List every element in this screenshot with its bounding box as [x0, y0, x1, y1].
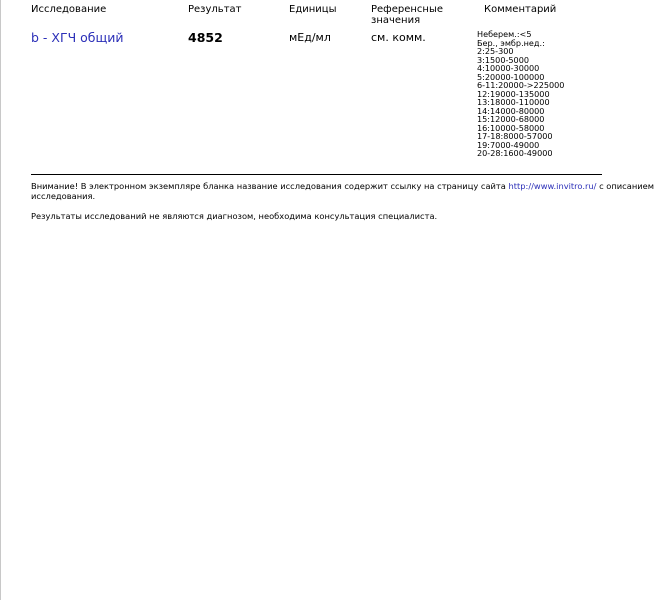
result-value: 4852 [188, 30, 223, 45]
header-test: Исследование [31, 4, 107, 15]
header-result: Результат [188, 4, 242, 15]
comment-line: 14:14000-80000 [477, 105, 545, 116]
comment-line: 2:25-300 [477, 46, 514, 56]
comment-line: 20-28:1600-49000 [477, 148, 553, 158]
comment-line: 3:1500-5000 [477, 54, 529, 65]
notice-line [31, 181, 654, 191]
header-units: Единицы [289, 4, 337, 15]
disclaimer-text: Результаты исследований не являются диагнозом, необходима консультация специалиста. [31, 211, 438, 221]
comment-line: 6-11:20000->225000 [477, 80, 565, 90]
header-comment: Комментарий [484, 4, 557, 15]
comment-list [477, 30, 564, 158]
table-header [0, 4, 602, 26]
units-value: мЕд/мл [289, 31, 331, 44]
test-name-link[interactable]: b - ХГЧ общий [31, 30, 124, 45]
comment-line: 19:7000-49000 [477, 139, 540, 150]
comment-line: 12:19000-135000 [477, 88, 550, 99]
comment-line: 13:18000-110000 [477, 97, 550, 107]
comment-line: Бер., эмбр.нед.: [477, 37, 545, 48]
notice-text-before: Внимание! В электронном экземпляре бланка название исследования содержит ссылку на страницу сайта [31, 181, 509, 191]
table-divider [31, 174, 602, 175]
invitro-link[interactable]: http://www.invitro.ru/ [508, 181, 597, 191]
table-row [0, 30, 602, 174]
comment-line: 17-18:8000-57000 [477, 131, 553, 141]
comment-line: 16:10000-58000 [477, 122, 545, 133]
comment-line: 15:12000-68000 [477, 114, 545, 124]
notice-text-after: с описанием [596, 181, 654, 191]
comment-line: 5:20000-100000 [477, 71, 545, 82]
comment-line: 4:10000-30000 [477, 63, 540, 73]
comment-line: Неберем.:<5 [477, 29, 532, 39]
notice-continuation: исследования. [31, 191, 96, 201]
header-reference: Референсные значения [371, 4, 444, 26]
reference-value: см. комм. [371, 31, 426, 44]
notice-text [31, 181, 654, 201]
